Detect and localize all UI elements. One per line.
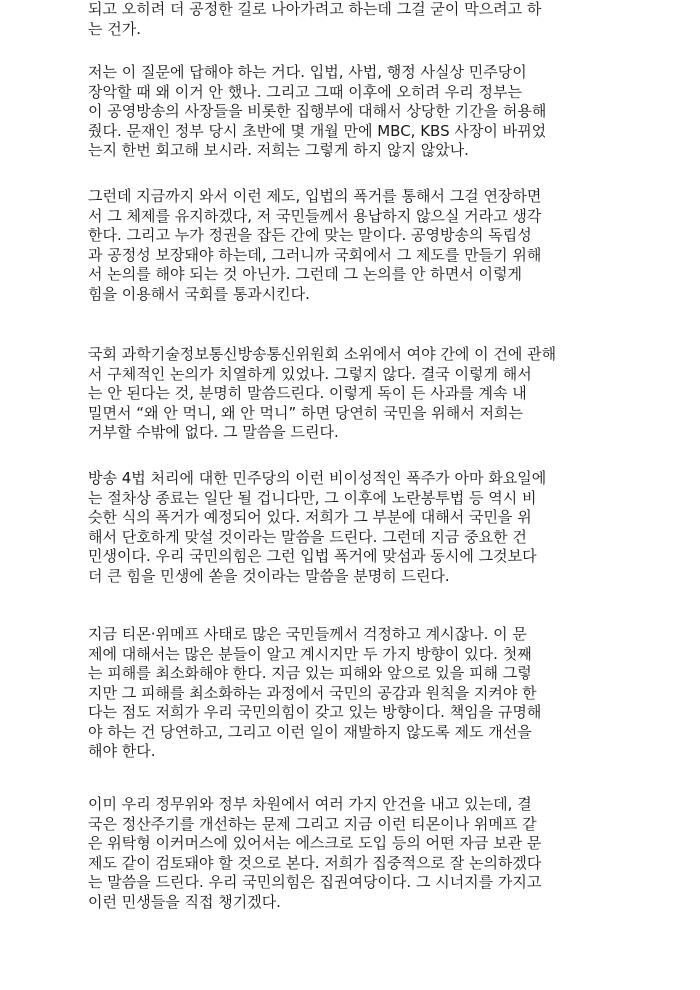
text-line: 이 공영방송의 사장들을 비롯한 집행부에 대해서 상당한 기간을 허용해 <box>88 102 547 120</box>
text-line: 서 논의를 해야 되는 것 아닌가. 그런데 그 논의를 안 하면서 이렇게 <box>88 265 522 283</box>
paragraph-7 <box>88 795 628 912</box>
text-line: 는 안 된다는 것, 분명히 말씀드린다. 이렇게 독이 든 사과를 계속 내 <box>88 384 527 402</box>
text-line: 이미 우리 정무위와 정부 차원에서 여러 가지 안건을 내고 있는데, 결 <box>88 795 532 813</box>
text-line: 국회 과학기술정보통신방송통신위원회 소위에서 여야 간에 이 건에 관해 <box>88 345 557 363</box>
text-line: 는 피해를 최소화해야 한다. 지금 있는 피해와 앞으로 있을 피해 그렇 <box>88 664 532 682</box>
text-line: 서 구체적인 논의가 치열하게 있었나. 그렇지 않다. 결국 이렇게 해서 <box>88 364 532 383</box>
text-line: 해서 단호하게 맞설 것이라는 말씀을 드린다. 그런데 지금 중요한 건 <box>88 527 527 546</box>
text-line: 제도 같이 검토돼야 할 것으로 본다. 저희가 집중적으로 잘 논의하겠다 <box>88 853 542 872</box>
text-line: 과 공정성 보장돼야 하는데, 그러니까 국회에서 그 제도를 만들기 위해 <box>88 245 542 264</box>
paragraph-4 <box>88 345 628 443</box>
paragraph-2 <box>88 63 628 161</box>
text-line: 는 건가. <box>88 19 142 38</box>
text-line: 되고 오히려 더 공정한 길로 나아가려고 하는데 그걸 굳이 막으려고 하 <box>88 0 542 18</box>
text-line: 해야 한다. <box>88 742 156 760</box>
text-line: 저는 이 질문에 답해야 하는 거다. 입법, 사법, 행정 사실상 민주당이 <box>88 63 527 81</box>
text-line: 한다. 그리고 누가 정권을 잡든 간에 맞는 말이다. 공영방송의 독립성 <box>88 226 532 244</box>
text-line: 거부할 수밖에 없다. 그 말씀을 드린다. <box>88 423 339 441</box>
text-line: 그런데 지금까지 와서 이런 제도, 입법의 폭거를 통해서 그걸 연장하면 <box>88 187 542 205</box>
text-line: 제에 대해서는 많은 분들이 알고 계시지만 두 가지 방향이 있다. 첫째 <box>88 644 532 663</box>
text-line: 지만 그 피해를 최소화하는 과정에서 국민의 공감과 원칙을 지켜야 한 <box>88 683 537 702</box>
text-line: 민생이다. 우리 국민의힘은 그런 입법 폭거에 맞섬과 동시에 그것보다 <box>88 547 537 565</box>
text-line: 슷한 식의 폭거가 예정되어 있다. 저희가 그 부분에 대해서 국민을 위 <box>88 508 532 526</box>
paragraph-6 <box>88 625 628 762</box>
paragraph-3 <box>88 187 628 304</box>
text-line: 다는 점도 저희가 우리 국민의힘이 갖고 있는 방향이다. 책임을 규명해 <box>88 703 542 721</box>
text-line: 는 절차상 종료는 일단 될 겁니다만, 그 이후에 노란봉투법 등 역시 비 <box>88 488 537 507</box>
text-line: 밀면서 “왜 안 먹니, 왜 안 먹니” 하면 당연히 국민을 위해서 저희는 <box>88 403 524 422</box>
text-line: 이런 민생들을 직접 챙기겠다. <box>88 892 281 911</box>
text-line: 방송 4법 처리에 대한 민주당의 이런 비이성적인 폭주가 아마 화요일에 <box>88 469 547 487</box>
text-line: 국은 정산주기를 개선하는 문제 그리고 지금 이런 티몬이나 위메프 같 <box>88 814 537 833</box>
text-line: 줬다. 문재인 정부 당시 초반에 몇 개월 만에 MBC, KBS 사장이 바뀌었 <box>88 121 547 140</box>
paragraph-5 <box>88 469 628 586</box>
text-line: 는 말씀을 드린다. 우리 국민의힘은 집권여당이다. 그 시너지를 가지고 <box>88 873 542 891</box>
paragraph-1 <box>88 0 628 39</box>
text-line: 는지 한번 회고해 보시라. 저희는 그렇게 하지 않지 않았나. <box>88 141 469 159</box>
text-line: 야 하는 건 당연하고, 그리고 이런 일이 재발하지 않도록 제도 개선을 <box>88 722 532 741</box>
text-line: 은 위탁형 이커머스에 있어서는 에스크로 도입 등의 어떤 자금 보관 문 <box>88 834 542 852</box>
text-line: 힘을 이용해서 국회를 통과시킨다. <box>88 284 310 303</box>
text-line: 더 큰 힘을 민생에 쏟을 것이라는 말씀을 분명히 드린다. <box>88 566 450 585</box>
text-line: 지금 티몬·위메프 사태로 많은 국민들께서 걱정하고 계시잖나. 이 문 <box>88 625 527 643</box>
text-line: 장악할 때 왜 이거 안 했나. 그리고 그때 이후에 오히려 우리 정부는 <box>88 82 522 101</box>
text-line: 서 그 체제를 유지하겠다, 저 국민들께서 용납하지 않으실 거라고 생각 <box>88 206 542 225</box>
